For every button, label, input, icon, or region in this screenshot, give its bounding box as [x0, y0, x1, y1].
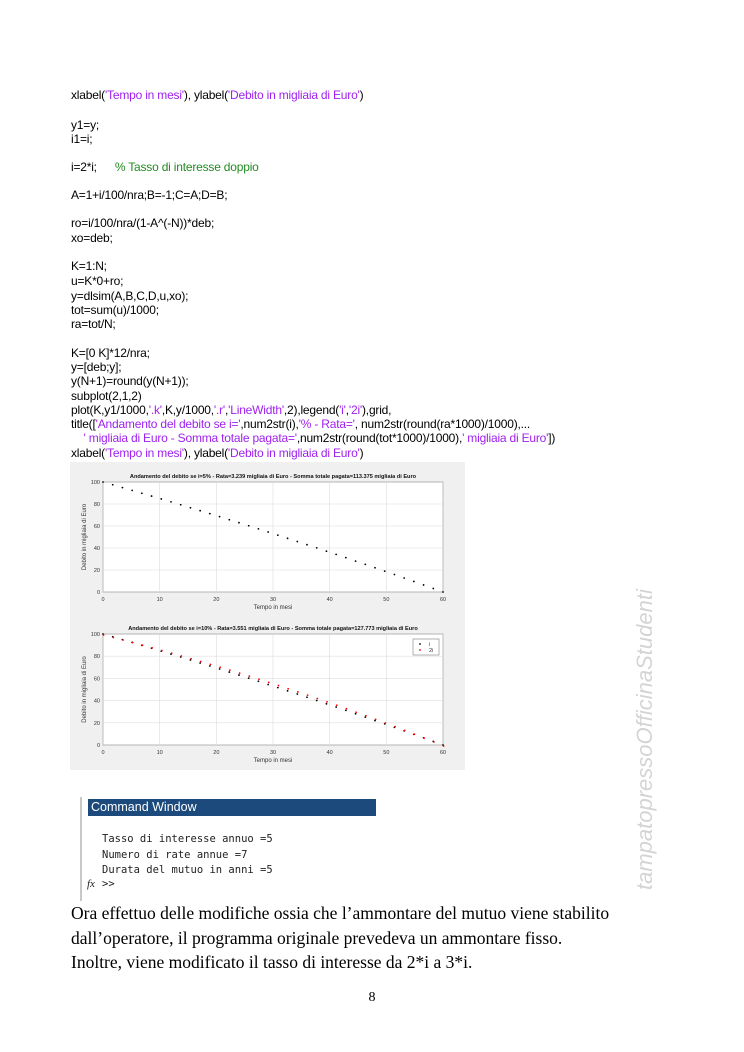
data-point-i — [258, 528, 260, 530]
data-point-2i — [443, 745, 445, 747]
data-point-2i — [346, 708, 348, 710]
code-line — [71, 446, 363, 460]
data-point-i — [102, 481, 104, 483]
command-window-title: Command Window — [88, 799, 376, 816]
data-point-2i — [287, 688, 289, 690]
chart-title: Andamento del debito se i=10% - Rata=3.551 migliaia di Euro - Somma totale pagata=127.773 migliaia di Euro — [128, 626, 418, 632]
data-point-2i — [307, 694, 309, 696]
data-point-2i — [210, 664, 212, 666]
y-tick-label: 20 — [93, 720, 100, 727]
code-line: y(N+1)=round(y(N+1)); — [71, 374, 189, 388]
data-point-2i — [414, 733, 416, 735]
data-point-i — [413, 581, 415, 583]
y-tick-label: 40 — [93, 546, 100, 552]
data-point-i — [209, 665, 211, 667]
data-point-2i — [365, 715, 367, 717]
paragraph-line: Ora effettuo delle modifiche ossia che l’ammontare del mutuo viene stabilito — [71, 903, 610, 923]
data-point-i — [345, 557, 347, 559]
code-string: ' migliaia di Euro' — [462, 431, 549, 445]
code-line: K=1:N; — [71, 259, 107, 273]
code-line: K=[0 K]*12/nra; — [71, 346, 150, 360]
code-line: ro=i/100/nra/(1-A^(-N))*deb; — [71, 216, 215, 230]
x-tick-label: 30 — [269, 750, 277, 756]
data-point-i — [190, 507, 192, 509]
data-point-2i — [132, 642, 134, 644]
code-string: '2i' — [348, 403, 363, 417]
y-tick-label: 0 — [96, 590, 100, 596]
data-point-2i — [375, 718, 377, 720]
data-point-i — [160, 498, 162, 500]
data-point-i — [355, 560, 357, 562]
data-point-i — [355, 713, 357, 715]
data-point-2i — [423, 737, 425, 739]
data-point-2i — [248, 675, 250, 677]
data-point-i — [238, 522, 240, 524]
data-point-i — [267, 531, 269, 533]
y-tick-label: 100 — [90, 632, 100, 638]
y-tick-label: 0 — [96, 743, 100, 749]
data-point-i — [219, 668, 221, 670]
data-point-2i — [142, 644, 144, 646]
data-point-2i — [103, 634, 105, 636]
data-point-i — [384, 570, 386, 572]
code-text — [71, 431, 84, 445]
x-tick-label: 50 — [383, 597, 390, 603]
code-text: ,num2str(i), — [240, 417, 299, 431]
data-point-2i — [297, 691, 299, 693]
data-point-i — [287, 690, 289, 692]
data-point-2i — [326, 701, 328, 703]
data-point-2i — [336, 704, 338, 706]
y-tick-label: 40 — [93, 698, 100, 705]
y-tick-label: 80 — [93, 502, 100, 508]
data-point-2i — [239, 672, 241, 674]
data-point-i — [296, 693, 298, 695]
x-axis-label: Tempo in mesi — [253, 758, 293, 764]
data-point-2i — [200, 661, 202, 663]
y-tick-label: 80 — [93, 654, 100, 661]
code-text: xlabel( — [71, 88, 105, 102]
code-string: 'Tempo in mesi' — [104, 446, 184, 460]
code-line — [71, 88, 363, 102]
data-point-2i — [268, 681, 270, 683]
data-point-i — [394, 574, 396, 576]
code-line — [71, 160, 259, 174]
code-string: '.r' — [213, 403, 226, 417]
legend-label: i — [429, 642, 431, 648]
code-comment: % Tasso di interesse doppio — [114, 160, 259, 174]
data-point-2i — [190, 658, 192, 660]
x-tick-label: 20 — [213, 597, 220, 603]
x-tick-label: 40 — [326, 750, 333, 756]
data-point-2i — [112, 637, 114, 639]
code-text: i=2*i; — [71, 160, 97, 174]
code-string: '.k' — [148, 403, 162, 417]
data-point-i — [335, 553, 337, 555]
code-text: xlabel( — [71, 446, 105, 460]
x-tick-label: 30 — [269, 597, 277, 603]
data-point-i — [316, 700, 318, 702]
code-string: 'Debito in migliaia di Euro' — [227, 446, 360, 460]
code-string: 'Tempo in mesi' — [104, 88, 184, 102]
chart-title: Andamento del debito se i=5% - Rata=3.239 migliaia di Euro - Somma totale pagata=113.375 migliaia di Euro — [129, 474, 417, 480]
data-point-i — [180, 504, 182, 506]
x-tick-label: 40 — [326, 597, 333, 603]
data-point-2i — [404, 730, 406, 732]
watermark: tampatopressoOfficinaStudenti — [632, 589, 657, 890]
data-point-2i — [384, 722, 386, 724]
code-string: 'LineWidth' — [228, 403, 284, 417]
data-point-2i — [229, 669, 231, 671]
data-point-i — [326, 703, 328, 705]
data-point-2i — [355, 711, 357, 713]
x-tick-label: 60 — [439, 597, 447, 603]
code-string: '% - Rata=' — [298, 417, 355, 431]
data-point-2i — [433, 741, 435, 743]
data-point-i — [277, 534, 279, 536]
legend-label: 2i — [429, 648, 434, 654]
x-tick-label: 50 — [383, 750, 390, 756]
command-output-line: Durata del mutuo in anni =5 — [102, 864, 273, 876]
data-point-i — [374, 567, 376, 569]
code-text: title([ — [71, 417, 96, 431]
y-tick-label: 20 — [93, 568, 100, 574]
code-line — [71, 417, 530, 431]
x-tick-label: 20 — [213, 750, 220, 756]
data-point-i — [258, 680, 260, 682]
legend-marker — [419, 649, 421, 651]
code-line: subplot(2,1,2) — [71, 389, 142, 403]
command-prompt[interactable]: >> — [102, 878, 115, 890]
code-line: y=[deb;y]; — [71, 360, 122, 374]
data-point-2i — [161, 650, 163, 652]
code-line: ra=tot/N; — [71, 317, 116, 331]
code-text: ) — [359, 446, 364, 460]
x-tick-label: 10 — [156, 750, 163, 756]
paragraph-line: Inoltre, viene modificato il tasso di interesse da 2*i a 3*i. — [71, 952, 473, 972]
data-point-i — [248, 677, 250, 679]
data-point-2i — [219, 666, 221, 668]
x-tick-label: 0 — [101, 750, 105, 756]
data-point-i — [122, 487, 124, 489]
y-tick-label: 100 — [90, 480, 100, 486]
data-point-2i — [122, 639, 124, 641]
data-point-i — [248, 525, 250, 527]
code-text: ), ylabel( — [183, 88, 228, 102]
command-output-line: Tasso di interesse annuo =5 — [102, 833, 273, 845]
code-line: i1=i; — [71, 132, 93, 146]
code-text: , num2str(round(ra*1000)/1000),... — [354, 417, 531, 431]
code-text: plot(K,y1/1000, — [71, 403, 149, 417]
data-point-2i — [394, 726, 396, 728]
x-axis-label: Tempo in mesi — [253, 605, 293, 611]
data-point-2i — [151, 647, 153, 649]
code-text: ),grid, — [362, 403, 392, 417]
command-output-line: Numero di rate annue =7 — [102, 849, 248, 861]
data-point-i — [141, 492, 143, 494]
code-text: ), ylabel( — [183, 446, 228, 460]
y-tick-label: 60 — [93, 676, 100, 683]
data-point-2i — [258, 678, 260, 680]
code-line: u=K*0+ro; — [71, 274, 124, 288]
data-point-i — [228, 519, 230, 521]
code-line: y1=y; — [71, 118, 100, 132]
x-tick-label: 0 — [101, 597, 105, 603]
code-text: ,K,y/1000, — [161, 403, 214, 417]
code-text: ) — [359, 88, 364, 102]
data-point-i — [345, 709, 347, 711]
legend-marker — [419, 643, 421, 645]
data-point-2i — [316, 698, 318, 700]
data-point-i — [326, 550, 328, 552]
code-string: ' migliaia di Euro - Somma totale pagata=' — [83, 431, 297, 445]
x-tick-label: 60 — [439, 750, 447, 756]
figure-svg — [70, 462, 465, 770]
code-line: tot=sum(u)/1000; — [71, 303, 159, 317]
data-point-i — [151, 495, 153, 497]
paragraph-line: dall’operatore, il programma originale prevedeva un ammontare fisso. — [71, 928, 563, 948]
data-point-i — [267, 684, 269, 686]
legend-box — [413, 639, 439, 655]
data-point-i — [209, 513, 211, 515]
data-point-i — [219, 516, 221, 518]
code-string: 'i' — [339, 403, 346, 417]
data-point-2i — [278, 685, 280, 687]
data-point-i — [296, 541, 298, 543]
data-point-i — [277, 687, 279, 689]
code-text: ]) — [548, 431, 556, 445]
code-text: , — [225, 403, 229, 417]
data-point-i — [335, 706, 337, 708]
data-point-i — [238, 674, 240, 676]
chart-1 — [82, 474, 446, 611]
code-line: y=dlsim(A,B,C,D,u,xo); — [71, 289, 189, 303]
data-point-i — [199, 510, 201, 512]
x-tick-label: 10 — [156, 597, 163, 603]
y-axis-label: Debito in migliaia di Euro — [82, 656, 88, 723]
y-tick-label: 60 — [93, 524, 100, 530]
data-point-2i — [180, 655, 182, 657]
data-point-i — [228, 671, 230, 673]
command-window — [80, 797, 376, 901]
data-point-i — [403, 577, 405, 579]
data-point-i — [316, 547, 318, 549]
y-axis-label: Debito in migliaia di Euro — [82, 503, 88, 571]
data-point-i — [423, 584, 425, 586]
data-point-i — [306, 696, 308, 698]
code-string: 'Andamento del debito se i=' — [95, 417, 241, 431]
data-point-i — [170, 501, 172, 503]
code-text: ,num2str(round(tot*1000)/1000), — [296, 431, 463, 445]
data-point-i — [306, 544, 308, 546]
code-string: 'Debito in migliaia di Euro' — [227, 88, 360, 102]
code-line — [71, 431, 555, 445]
matlab-figure — [70, 462, 465, 770]
data-point-i — [112, 484, 114, 486]
page-number: 8 — [368, 990, 376, 1005]
code-line: A=1+i/100/nra;B=-1;C=A;D=B; — [71, 188, 228, 202]
code-line — [71, 403, 391, 417]
chart-2 — [82, 626, 446, 764]
data-point-i — [432, 588, 434, 590]
data-point-i — [131, 489, 133, 491]
code-text: , — [345, 403, 349, 417]
fx-icon[interactable]: fx — [87, 878, 95, 890]
code-text: ,2),legend( — [283, 403, 340, 417]
code-line: xo=deb; — [71, 231, 113, 245]
data-point-i — [287, 537, 289, 539]
data-point-i — [364, 563, 366, 565]
data-point-i — [442, 591, 444, 593]
data-point-2i — [171, 652, 173, 654]
